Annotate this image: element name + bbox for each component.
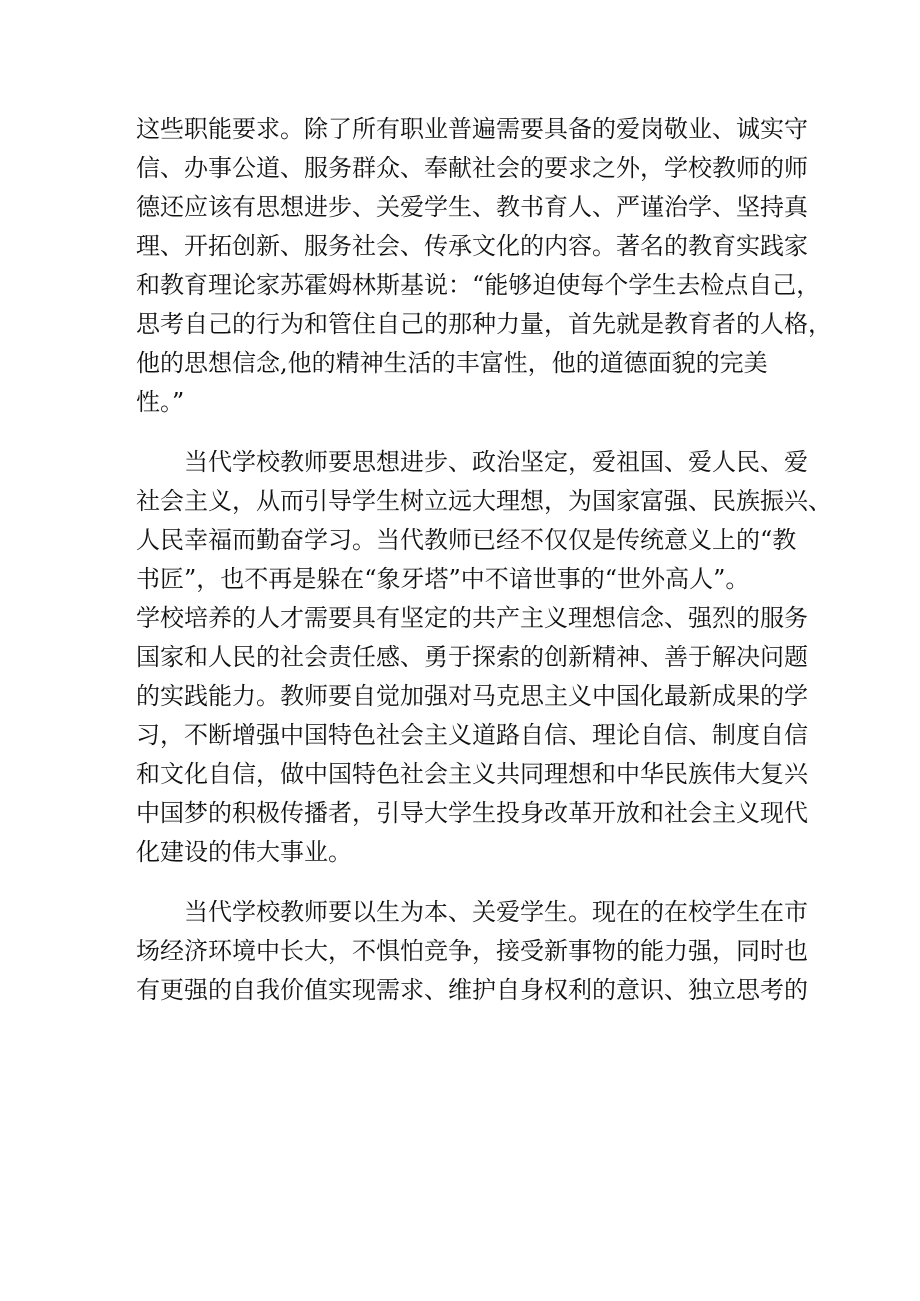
- paragraph-spacer: [136, 872, 786, 893]
- paragraph-spacer: [136, 422, 786, 443]
- paragraph-1: [136, 110, 832, 422]
- text-line: 这些职能要求。除了所有职业普遍需要具备的爱岗敬业、诚实守: [136, 115, 808, 143]
- text-line: 国家和人民的社会责任感、勇于探索的创新精神、善于解决问题: [136, 643, 808, 671]
- text-line: 思考自己的行为和管住自己的那种力量，首先就是教育者的人格，: [136, 310, 832, 338]
- paragraph-3: [136, 893, 808, 1010]
- text-line: 中国梦的积极传播者，引导大学生投身改革开放和社会主义现代: [136, 799, 808, 827]
- text-line: 的实践能力。教师要自觉加强对马克思主义中国化最新成果的学: [136, 682, 808, 710]
- text-line: 理、开拓创新、服务社会、传承文化的内容。著名的教育实践家: [136, 232, 808, 260]
- text-line: 书匠”，也不再是躲在“象牙塔”中不谙世事的“世外高人”。: [136, 565, 750, 593]
- text-line: 人民幸福而勤奋学习。当代教师已经不仅仅是传统意义上的“教: [136, 526, 797, 554]
- text-line: 信、办事公道、服务群众、奉献社会的要求之外，学校教师的师: [136, 154, 808, 182]
- text-line: 场经济环境中长大，不惧怕竞争，接受新事物的能力强，同时也: [136, 937, 808, 965]
- text-line: 学校培养的人才需要具有坚定的共产主义理想信念、强烈的服务: [136, 604, 808, 632]
- text-line: 习，不断增强中国特色社会主义道路自信、理论自信、制度自信: [136, 721, 808, 749]
- text-line: 德还应该有思想进步、关爱学生、教书育人、严谨治学、坚持真: [136, 193, 808, 221]
- document-body: [136, 110, 832, 1010]
- text-line: 当代学校教师要以生为本、关爱学生。现在的在校学生在市: [184, 898, 808, 926]
- text-line: 有更强的自我价值实现需求、维护自身权利的意识、独立思考的: [136, 976, 808, 1004]
- text-line: 和教育理论家苏霍姆林斯基说：“能够迫使每个学生去检点自己，: [136, 271, 821, 299]
- paragraph-2: [136, 443, 832, 872]
- text-line: 当代学校教师要思想进步、政治坚定，爱祖国、爱人民、爱: [184, 448, 808, 476]
- text-line: 性。”: [136, 388, 185, 416]
- text-line: 社会主义，从而引导学生树立远大理想，为国家富强、民族振兴、: [136, 487, 832, 515]
- text-line: 他的思想信念,他的精神生活的丰富性，他的道德面貌的完美: [136, 349, 768, 377]
- text-line: 和文化自信，做中国特色社会主义共同理想和中华民族伟大复兴: [136, 760, 808, 788]
- text-line: 化建设的伟大事业。: [136, 838, 352, 866]
